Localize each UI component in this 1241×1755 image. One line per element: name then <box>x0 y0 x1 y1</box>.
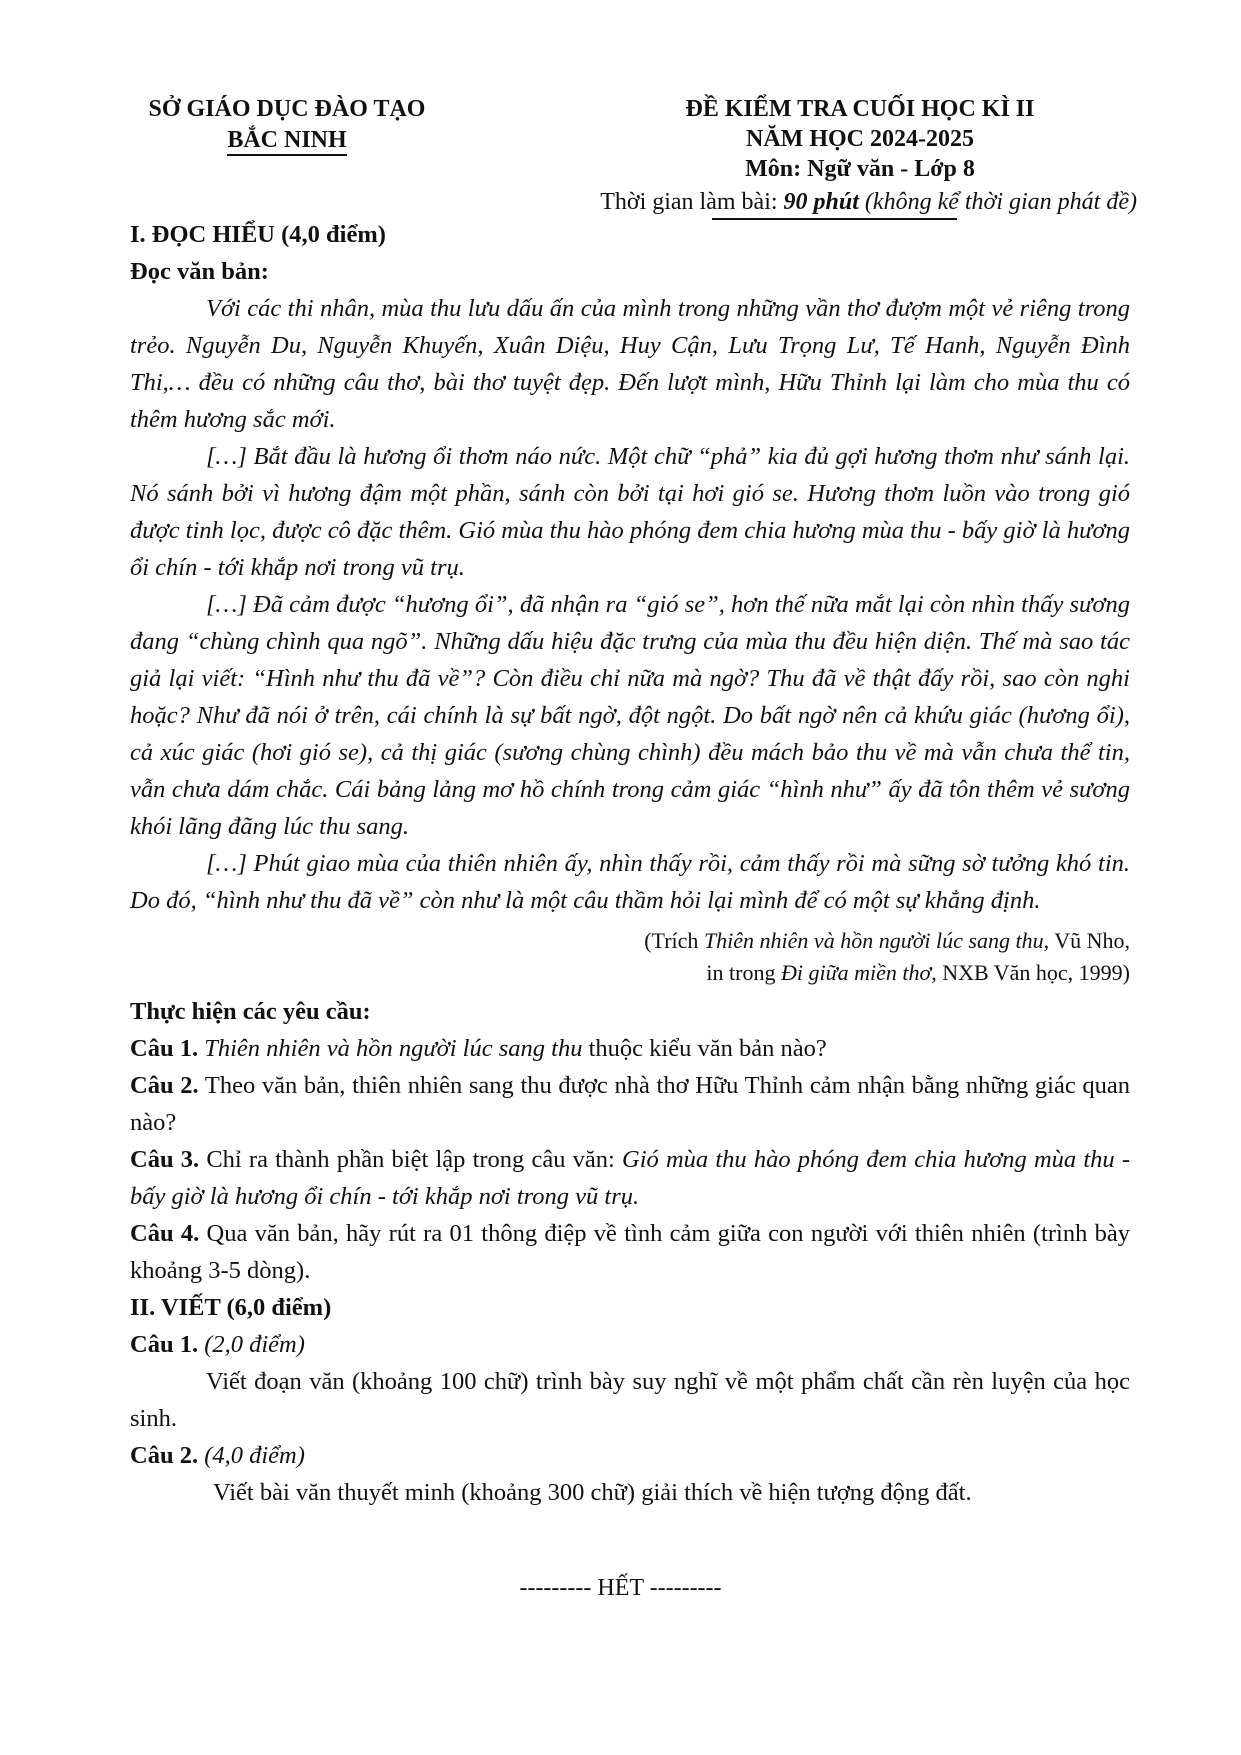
exam-content <box>130 216 1130 1511</box>
question-2 <box>130 1067 1130 1141</box>
exam-duration <box>600 187 1137 217</box>
source-book: Đi giữa miền thơ, <box>780 960 937 985</box>
passage-paragraph: […] Bắt đầu là hương ổi thơm náo nức. Một chữ “phả” kia đủ gợi hương thơm như sánh lại. Nó sánh bởi vì hương đậm một phần, sánh còn bởi tại hơi gió se. Hương thơm luồn vào trong gió được tinh lọc, được cô đặc thêm. Gió mùa thu hào phóng đem chia hương mùa thu - bấy giờ là hương ổi chín - tới khắp nơi trong vũ trụ. <box>130 443 1131 581</box>
province-name: BẮC NINH <box>227 127 346 156</box>
time-note: (không kể thời gian phát đề) <box>858 189 1137 215</box>
writing-question-1-text: Viết đoạn văn (khoảng 100 chữ) trình bày suy nghĩ về một phẩm chất cần rèn luyện của học sinh. <box>130 1368 1130 1432</box>
writing-question-2-text: Viết bài văn thuyết minh (khoảng 300 chữ) giải thích về hiện tượng động đất. <box>213 1479 972 1506</box>
source-publisher: NXB Văn học, 1999) <box>936 960 1130 985</box>
end-mark: --------- HẾT --------- <box>519 1575 722 1601</box>
question-label: Câu 1. <box>130 1035 199 1062</box>
question-label: Câu 1. <box>130 1331 199 1358</box>
passage-paragraph: […] Phút giao mùa của thiên nhiên ấy, nhìn thấy rồi, cảm thấy rồi mà sững sờ tưởng khó tin. Do đó, “hình như thu đã về” còn như là một câu thầm hỏi lại mình để có một sự khẳng định. <box>130 850 1130 914</box>
writing-question-2-header <box>130 1437 1130 1474</box>
tasks-heading: Thực hiện các yêu cầu: <box>130 998 371 1025</box>
question-points: (4,0 điểm) <box>198 1442 305 1469</box>
question-2-text: Theo văn bản, thiên nhiên sang thu được nhà thơ Hữu Thỉnh cảm nhận bằng những giác quan nào? <box>130 1072 1130 1136</box>
source-line2-prefix: in trong <box>706 960 781 985</box>
question-3-text: Chỉ ra thành phần biệt lập trong câu văn: <box>199 1146 623 1173</box>
source-author: Vũ Nho, <box>1049 928 1130 953</box>
source-title: Thiên nhiên và hồn người lúc sang thu, <box>703 928 1050 953</box>
passage-source <box>130 925 1130 989</box>
department-header <box>112 94 462 156</box>
reading-intro: Đọc văn bản: <box>130 258 269 285</box>
time-value: 90 phút <box>783 189 859 215</box>
writing-section-heading: II. VIẾT (6,0 điểm) <box>130 1294 332 1321</box>
exam-header <box>600 94 1120 184</box>
question-4-text: Qua văn bản, hãy rút ra 01 thông điệp về tình cảm giữa con người với thiên nhiên (trình bày khoảng 3-5 dòng). <box>130 1220 1130 1284</box>
question-1-text: thuộc kiểu văn bản nào? <box>582 1035 827 1062</box>
writing-question-1-header <box>130 1326 1130 1363</box>
question-1-title: Thiên nhiên và hồn người lúc sang thu <box>198 1035 583 1062</box>
question-label: Câu 3. <box>130 1146 200 1173</box>
question-label: Câu 2. <box>130 1442 199 1469</box>
time-label: Thời gian làm bài: <box>600 189 784 215</box>
question-3-quote: Gió mùa thu hào phóng đem chia hương mùa thu - bấy giờ là hương ổi chín - tới khắp nơi trong vũ trụ. <box>130 1146 1130 1210</box>
question-label: Câu 4. <box>130 1220 200 1247</box>
question-label: Câu 2. <box>130 1072 199 1099</box>
question-points: (2,0 điểm) <box>198 1331 305 1358</box>
passage-paragraph: […] Đã cảm được “hương ổi”, đã nhận ra “gió se”, hơn thế nữa mắt lại còn nhìn thấy sương đang “chùng chình qua ngõ”. Những dấu hiệu đặc trưng của mùa thu đều hiện diện. Thế mà sao tác giả lại viết: “Hình như thu đã về”? Còn điều chỉ nữa mà ngờ? Thu đã về thật đấy rồi, sao còn nghi hoặc? Như đã nói ở trên, cái chính là sự bất ngờ, đột ngột. Do bất ngờ nên cả khứu giác (hương ổi), cả xúc giác (hơi gió se), cả thị giác (sương chùng chình) đều mách bảo thu về mà vẫn chưa thể tin, vẫn chưa dám chắc. Cái bảng lảng mơ hồ chính trong cảm giác “hình như” ấy đã tôn thêm vẻ sương khói lãng đãng lúc thu sang. <box>130 591 1130 840</box>
school-year: NĂM HỌC 2024-2025 <box>746 126 974 152</box>
passage-paragraph: Với các thi nhân, mùa thu lưu dấu ấn của mình trong những vần thơ đượm một vẻ riêng trong trẻo. Nguyễn Du, Nguyễn Khuyến, Xuân Diệu, Huy Cận, Lưu Trọng Lư, Tế Hanh, Nguyễn Đình Thi,… đều có những câu thơ, bài thơ tuyệt đẹp. Đến lượt mình, Hữu Thỉnh lại làm cho mùa thu có thêm hương sắc mới. <box>130 295 1130 433</box>
source-prefix: (Trích <box>644 928 704 953</box>
department-name: SỞ GIÁO DỤC ĐÀO TẠO <box>148 96 426 122</box>
subject-line: Môn: Ngữ văn - Lớp 8 <box>745 156 975 182</box>
question-1 <box>130 1030 1130 1067</box>
question-4 <box>130 1215 1130 1289</box>
question-3 <box>130 1141 1130 1215</box>
reading-section-heading: I. ĐỌC HIỂU (4,0 điểm) <box>130 221 386 248</box>
exam-title: ĐỀ KIỂM TRA CUỐI HỌC KÌ II <box>685 96 1035 122</box>
